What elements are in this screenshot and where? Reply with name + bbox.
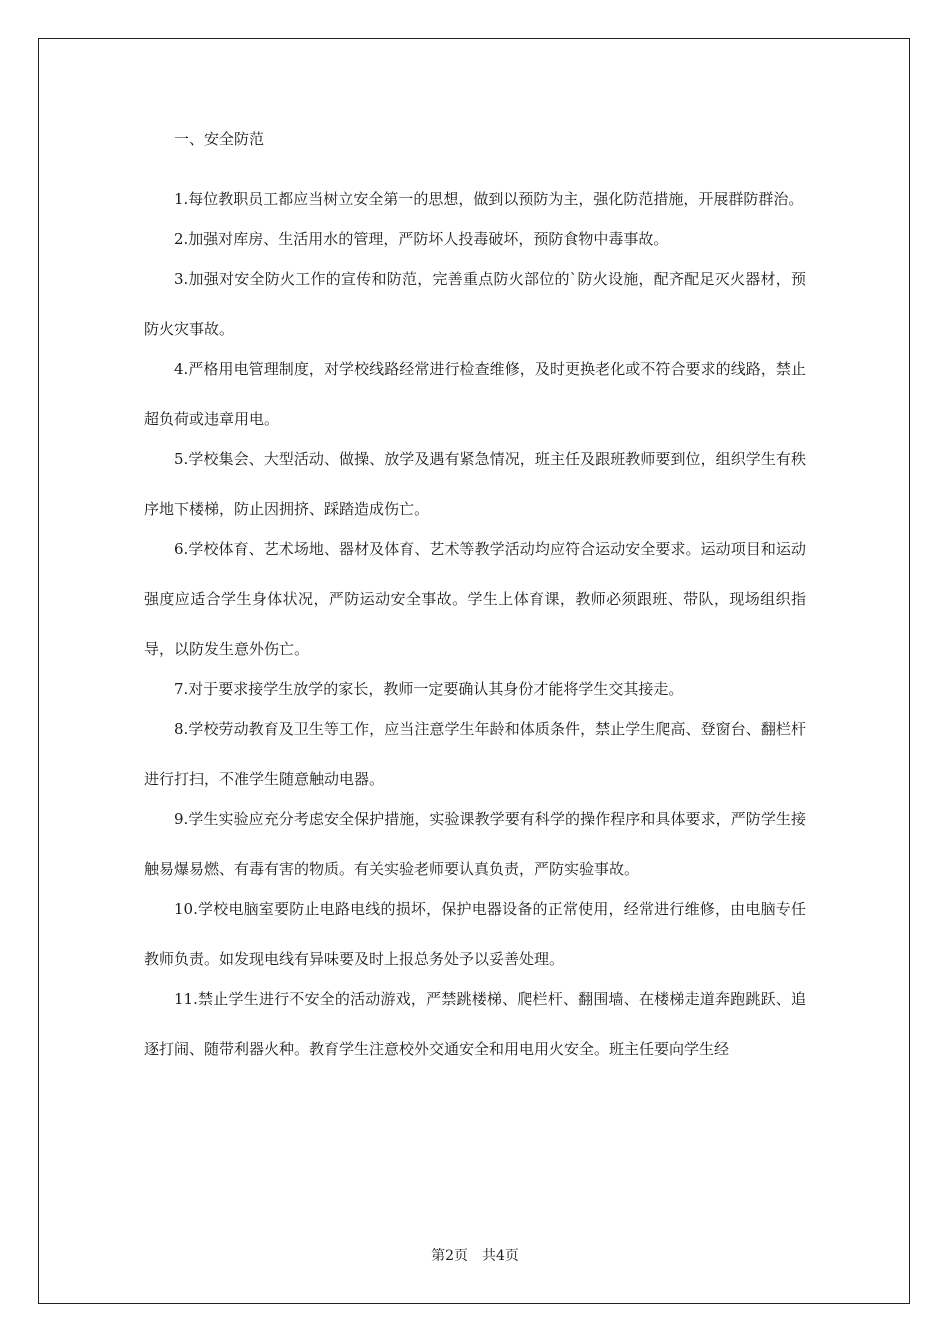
- paragraph-11: 11.禁止学生进行不安全的活动游戏，严禁跳楼梯、爬栏杆、翻围墙、在楼梯走道奔跑跳跃、追逐打闹、随带利器火种。教育学生注意校外交通安全和用电用火安全。班主任要向学生经: [144, 990, 806, 1058]
- page-total: 共4页: [482, 1248, 519, 1264]
- paragraph-4: 4.严格用电管理制度，对学校线路经常进行检查维修，及时更换老化或不符合要求的线路，禁止超负荷或违章用电。: [144, 360, 806, 428]
- paragraph-1: 1.每位教职员工都应当树立安全第一的思想，做到以预防为主，强化防范措施，开展群防群治。: [174, 190, 804, 208]
- paragraph-8: 8.学校劳动教育及卫生等工作，应当注意学生年龄和体质条件，禁止学生爬高、登窗台、翻栏杆进行打扫，不准学生随意触动电器。: [144, 720, 806, 788]
- page-number: 第2页: [431, 1248, 468, 1264]
- paragraph-2: 2.加强对库房、生活用水的管理，严防坏人投毒破坏，预防食物中毒事故。: [174, 230, 669, 248]
- paragraph-7: 7.对于要求接学生放学的家长，教师一定要确认其身份才能将学生交其接走。: [174, 680, 684, 698]
- paragraph-10: 10.学校电脑室要防止电路电线的损坏，保护电器设备的正常使用，经常进行维修，由电脑专任教师负责。如发现电线有异味要及时上报总务处予以妥善处理。: [144, 900, 806, 968]
- paragraph-9: 9.学生实验应充分考虑安全保护措施，实验课教学要有科学的操作程序和具体要求，严防学生接触易爆易燃、有毒有害的物质。有关实验老师要认真负责，严防实验事故。: [144, 810, 806, 878]
- paragraph-list: [144, 174, 806, 1074]
- document-body: [144, 124, 806, 1074]
- paragraph-5: 5.学校集会、大型活动、做操、放学及遇有紧急情况，班主任及跟班教师要到位，组织学生有秩序地下楼梯，防止因拥挤、踩踏造成伤亡。: [144, 450, 806, 518]
- page-footer: [0, 1246, 950, 1266]
- section-heading: 一、安全防范: [174, 130, 265, 148]
- paragraph-6: 6.学校体育、艺术场地、器材及体育、艺术等教学活动均应符合运动安全要求。运动项目和运动强度应适合学生身体状况，严防运动安全事故。学生上体育课，教师必须跟班、带队，现场组织指导，以防发生意外伤亡。: [144, 540, 806, 658]
- paragraph-3: 3.加强对安全防火工作的宣传和防范，完善重点防火部位的`防火设施，配齐配足灭火器材，预防火灾事故。: [144, 270, 806, 338]
